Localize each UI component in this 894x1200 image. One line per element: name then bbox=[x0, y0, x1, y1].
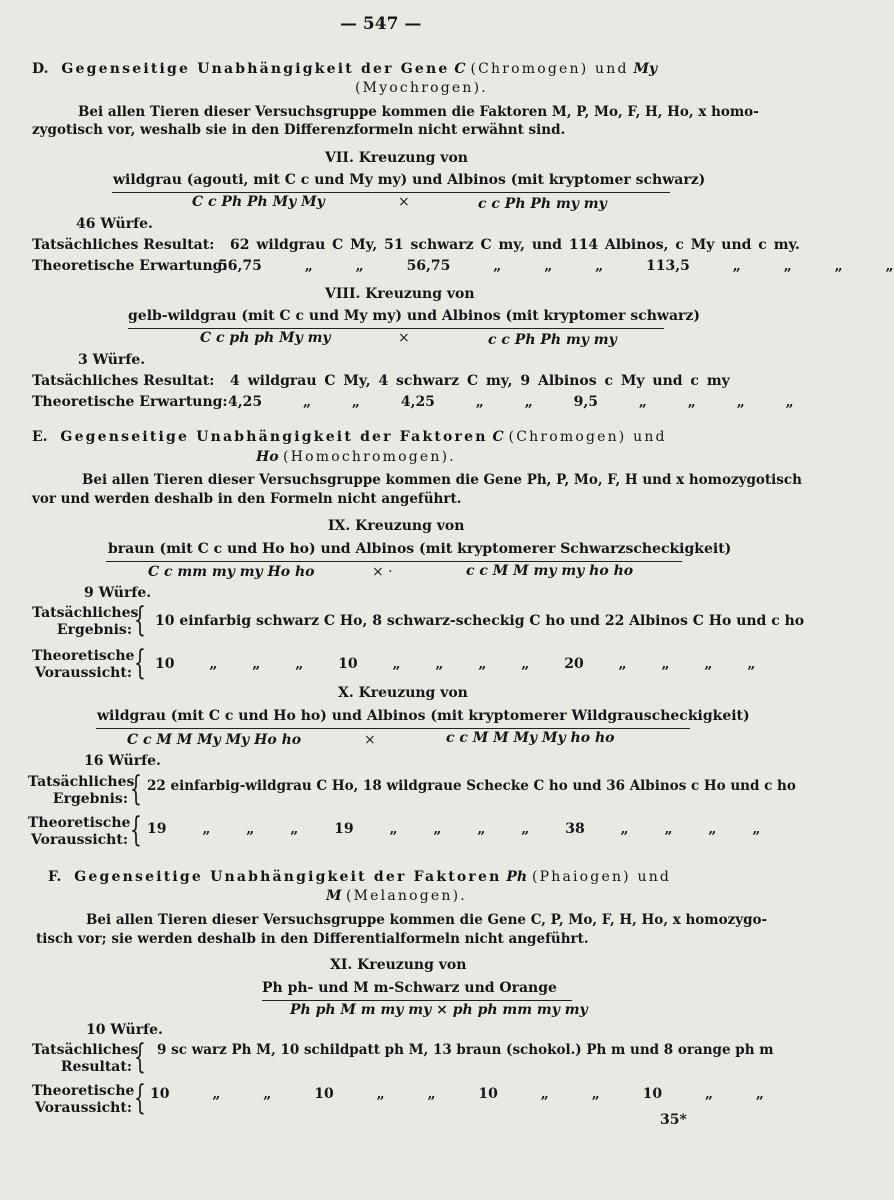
cross-11-formula: Ph ph M m my my × ph ph mm my my bbox=[290, 1002, 588, 1018]
cross-7-actual-label: Tatsächliches Resultat: bbox=[32, 237, 215, 253]
cross-9-actual-label bbox=[32, 605, 139, 639]
cross-11-expected-label bbox=[32, 1083, 135, 1117]
cross-9-formula-left: C c mm my my Ho ho bbox=[148, 564, 315, 580]
section-d-gene-c: C bbox=[454, 61, 466, 77]
cross-11-actual-label-1: Tatsächliches bbox=[32, 1042, 139, 1058]
section-e-gene-ho: Ho bbox=[256, 449, 279, 465]
cross-8-formula-left: C c ph ph My my bbox=[200, 330, 331, 346]
section-f-paragraph-line1: Bei allen Tieren dieser Versuchsgruppe kommen die Gene C, P, Mo, F, H, Ho, x homozygo- bbox=[86, 912, 768, 928]
section-f-gene-m: M bbox=[326, 888, 342, 904]
cross-8-times: × bbox=[398, 330, 410, 346]
cross-11-expected-brace: { bbox=[134, 1078, 146, 1118]
section-e-letter: E. bbox=[32, 429, 48, 445]
signature-mark: 35* bbox=[660, 1112, 687, 1128]
section-f-melanogen: (Melanogen). bbox=[345, 888, 467, 904]
section-e-homochromogen: (Homochromogen). bbox=[283, 449, 456, 465]
cross-8-rule bbox=[128, 328, 664, 329]
cross-9-formula-right: c c M M my my ho ho bbox=[466, 563, 634, 579]
cross-7-formula-left: C c Ph Ph My My bbox=[192, 194, 325, 210]
cross-7-formula-right: c c Ph Ph my my bbox=[478, 196, 607, 212]
cross-9-times: × · bbox=[372, 564, 393, 580]
cross-11-actual-label bbox=[32, 1042, 139, 1076]
cross-9-title: IX. Kreuzung von bbox=[328, 518, 465, 534]
cross-11-litters: 10 Würfe. bbox=[86, 1022, 163, 1038]
cross-7-expected-values: 56,75 „ „ 56,75 „ „ „ 113,5 „ „ „ „ bbox=[218, 258, 894, 274]
cross-8-description: gelb-wildgrau (mit C c und My my) und Albinos (mit kryptomer schwarz) bbox=[128, 308, 700, 324]
cross-11-actual-values: 9 sc warz Ph M, 10 schildpatt ph M, 13 braun (schokol.) Ph m und 8 orange ph m bbox=[157, 1042, 774, 1058]
cross-7-title: VII. Kreuzung von bbox=[325, 150, 468, 166]
cross-10-expected-label-1: Theoretische bbox=[28, 815, 131, 831]
section-e-paragraph-line2: vor und werden deshalb in den Formeln nicht angeführt. bbox=[32, 491, 462, 507]
section-d-letter: D. bbox=[32, 61, 49, 77]
cross-7-expected-label: Theoretische Erwartung: bbox=[32, 258, 228, 274]
cross-10-expected-brace: { bbox=[130, 810, 142, 850]
cross-10-times: × bbox=[364, 732, 376, 748]
cross-9-actual-label-2: Ergebnis: bbox=[56, 622, 132, 638]
section-d-paragraph-line1: Bei allen Tieren dieser Versuchsgruppe kommen die Faktoren M, P, Mo, F, H, Ho, x homo- bbox=[78, 104, 759, 120]
cross-7-times: × bbox=[398, 194, 410, 210]
cross-10-expected-values: 19 „ „ „ 19 „ „ „ „ 38 „ „ „ „ bbox=[147, 821, 761, 837]
cross-11-expected-label-1: Theoretische bbox=[32, 1083, 135, 1099]
cross-11-rule bbox=[262, 1000, 572, 1001]
cross-8-litters: 3 Würfe. bbox=[78, 352, 146, 368]
section-f-letter: F. bbox=[48, 869, 62, 885]
section-f-heading bbox=[48, 869, 671, 885]
cross-10-formula-right: c c M M My My ho ho bbox=[446, 730, 615, 746]
cross-10-litters: 16 Würfe. bbox=[84, 753, 161, 769]
cross-10-actual-brace: { bbox=[130, 769, 142, 809]
cross-10-description: wildgrau (mit C c und Ho ho) und Albinos (mit kryptomerer Wildgrauscheckigkeit) bbox=[97, 708, 750, 724]
cross-9-expected-label-2: Voraussicht: bbox=[35, 665, 132, 681]
cross-8-actual-values: 4 wildgrau C My, 4 schwarz C my, 9 Albinos c My und c my bbox=[230, 373, 730, 389]
cross-9-description: braun (mit C c und Ho ho) und Albinos (mit kryptomerer Schwarzscheckigkeit) bbox=[108, 541, 732, 557]
cross-11-actual-label-2: Resultat: bbox=[60, 1059, 132, 1075]
section-e-paragraph-line1: Bei allen Tieren dieser Versuchsgruppe kommen die Gene Ph, P, Mo, F, H und x homozygotisch bbox=[82, 472, 802, 488]
section-f-paragraph-line2: tisch vor; sie werden deshalb in den Differentialformeln nicht angeführt. bbox=[36, 931, 589, 947]
cross-11-actual-brace: { bbox=[134, 1037, 146, 1077]
cross-9-actual-label-1: Tatsächliches bbox=[32, 605, 139, 621]
section-e-heading bbox=[32, 429, 667, 445]
cross-9-expected-label-1: Theoretische bbox=[32, 648, 135, 664]
cross-11-expected-label-2: Voraussicht: bbox=[35, 1100, 132, 1116]
cross-11-title: XI. Kreuzung von bbox=[330, 957, 467, 973]
cross-10-actual-label bbox=[28, 774, 135, 808]
cross-11-description: Ph ph- und M m-Schwarz und Orange bbox=[262, 980, 557, 996]
page-number: — 547 — bbox=[340, 14, 422, 34]
cross-8-expected-label: Theoretische Erwartung: bbox=[32, 394, 228, 410]
section-d-gene-my: My bbox=[633, 61, 658, 77]
cross-9-rule bbox=[106, 561, 682, 562]
cross-9-expected-label bbox=[32, 648, 135, 682]
cross-10-actual-label-1: Tatsächliches bbox=[28, 774, 135, 790]
section-e-chromogen: (Chromogen) und bbox=[508, 429, 667, 445]
section-f-heading-line2 bbox=[326, 888, 467, 904]
cross-10-rule bbox=[96, 728, 690, 729]
cross-9-expected-values: 10 „ „ „ 10 „ „ „ „ 20 „ „ „ „ bbox=[155, 656, 756, 672]
section-e-title: Gegenseitige Unabhängigkeit der Faktoren bbox=[60, 429, 488, 445]
section-e-gene-c: C bbox=[492, 429, 504, 445]
cross-7-rule bbox=[112, 192, 670, 193]
cross-10-expected-label bbox=[28, 815, 131, 849]
cross-7-litters: 46 Würfe. bbox=[76, 216, 153, 232]
cross-10-formula-left: C c M M My My Ho ho bbox=[127, 732, 302, 748]
cross-7-actual-values: 62 wildgrau C My, 51 schwarz C my, und 114 Albinos, c My und c my. bbox=[230, 237, 800, 253]
cross-10-expected-label-2: Voraussicht: bbox=[31, 832, 128, 848]
cross-9-actual-values: 10 einfarbig schwarz C Ho, 8 schwarz-scheckig C ho und 22 Albinos C Ho und c ho bbox=[155, 613, 805, 629]
cross-8-formula-right: c c Ph Ph my my bbox=[488, 332, 617, 348]
section-f-gene-ph: Ph bbox=[506, 869, 528, 885]
section-d-paragraph-line2: zygotisch vor, weshalb sie in den Differenzformeln nicht erwähnt sind. bbox=[32, 122, 566, 138]
section-d-heading-line2: (Myochrogen). bbox=[355, 80, 488, 96]
cross-9-expected-brace: { bbox=[134, 643, 146, 683]
cross-8-expected-values: 4,25 „ „ 4,25 „ „ 9,5 „ „ „ „ bbox=[228, 394, 794, 410]
section-f-phaiogen: (Phaiogen) und bbox=[531, 869, 672, 885]
section-f-title: Gegenseitige Unabhängigkeit der Faktoren bbox=[74, 869, 502, 885]
cross-9-litters: 9 Würfe. bbox=[84, 585, 152, 601]
cross-8-actual-label: Tatsächliches Resultat: bbox=[32, 373, 215, 389]
cross-11-expected-values: 10 „ „ 10 „ „ 10 „ „ 10 „ „ bbox=[150, 1086, 764, 1102]
cross-10-actual-label-2: Ergebnis: bbox=[52, 791, 128, 807]
section-d-chromogen: (Chromogen) und bbox=[470, 61, 629, 77]
cross-8-title: VIII. Kreuzung von bbox=[325, 286, 475, 302]
section-d-title: Gegenseitige Unabhängigkeit der Gene bbox=[61, 61, 450, 77]
section-d-heading bbox=[32, 61, 657, 77]
cross-7-description: wildgrau (agouti, mit C c und My my) und Albinos (mit kryptomer schwarz) bbox=[113, 172, 706, 188]
cross-10-title: X. Kreuzung von bbox=[338, 685, 468, 701]
cross-9-actual-brace: { bbox=[134, 600, 146, 640]
section-e-heading-line2 bbox=[256, 449, 456, 465]
cross-10-actual-values: 22 einfarbig-wildgrau C Ho, 18 wildgraue Schecke C ho und 36 Albinos c Ho und c ho bbox=[147, 778, 796, 794]
